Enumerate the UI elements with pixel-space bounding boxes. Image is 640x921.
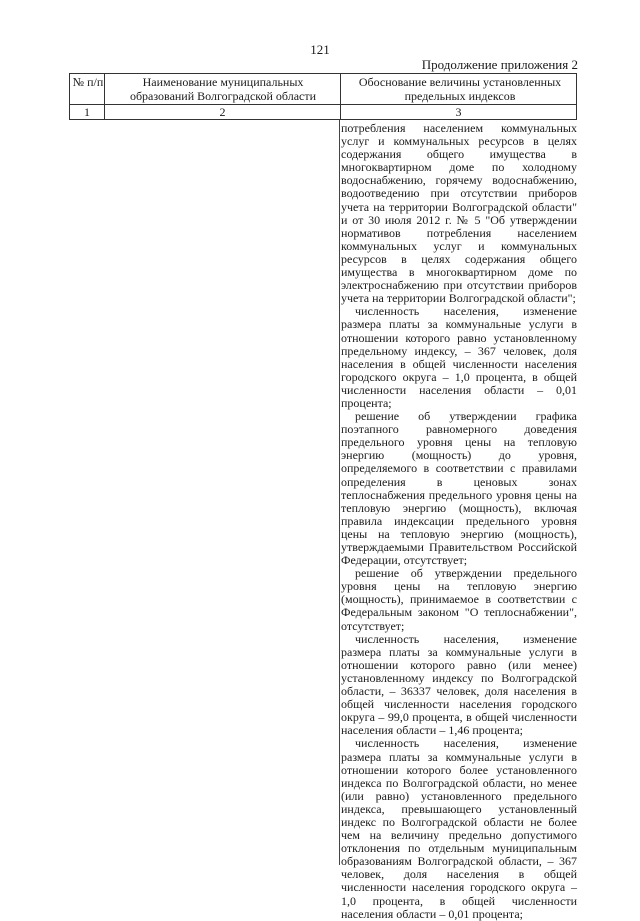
header-col-justification: Обоснование величины установленных предельных индексов [358,75,562,103]
paragraph: численность населения, изменение размера платы за коммунальные услуги в отношении которого более установленного индекса по Волгоградской области, но менее (или равно) установленного предельного индекса, превышающего установленный индекс по Волгоградской области не более чем на величину предельно допустимого отклонения по отдельным муниципальным образованиям Волгоградской области, – 367 человек, доля населения в общей численности населения городского округа – 1,0 процента, в общей численности населения области – 0,01 процента; [341,736,577,921]
paragraph: потребления населением коммунальных услуг и коммунальных ресурсов в целях содержания общего имущества в многоквартирном доме по холодному водоснабжению, горячему водоснабжению, водоотведению при отсутствии приборов учета на территории Волгоградской области" и от 30 июля 2012 г. № 5 "Об утверждении нормативов потребления населением коммунальных услуг и коммунальных ресурсов в целях содержания общего имущества в многоквартирном доме по электроснабжению при отсутствии приборов учета на территории Волгоградской области"; [341,121,577,306]
continuation-label: Продолжение приложения 2 [421,57,578,72]
page-number: 121 [310,42,330,57]
body-column-divider [339,120,340,865]
paragraph: численность населения, изменение размера платы за коммунальные услуги в отношении которого равно установленному предельному индексу, – 367 человек, доля населения в общей численности населения городского округа – 1,0 процента, в общей численности населения области – 0,01 процента; [341,304,577,410]
table-header [69,73,577,120]
justification-text [341,122,577,921]
paragraph: решение об утверждении графика поэтапного равномерного доведения предельного уровня цены на тепловую энергию (мощность) до уровня, определяемого в соответствии с правилами определения в ценовых зонах теплоснабжения предельного уровня цены на тепловую энергию (мощность), включая правила индексации предельного уровня цены на тепловую энергию (мощность), утверждаемыми Правительством Российской Федерации, отсутствует; [341,409,577,568]
column-number-2: 2 [219,105,226,119]
column-number-3: 3 [455,105,462,119]
paragraph: численность населения, изменение размера платы за коммунальные услуги в отношении которого равно (или менее) установленному индексу по Волгоградской области, – 36337 человек, доля населения в общей численности населения городского округа – 99,0 процента, в общей численности населения области – 1,46 процента; [341,631,577,738]
column-number-1: 1 [84,105,90,119]
header-col-municipality: Наименование муниципальных образований Волгоградской области [129,75,317,103]
header-col-number: № п/п [72,75,104,89]
paragraph: решение об утверждении предельного уровня цены на тепловую энергию (мощность), принимаемое в соответствии с Федеральным законом "О теплоснабжении", отсутствует; [341,566,577,633]
